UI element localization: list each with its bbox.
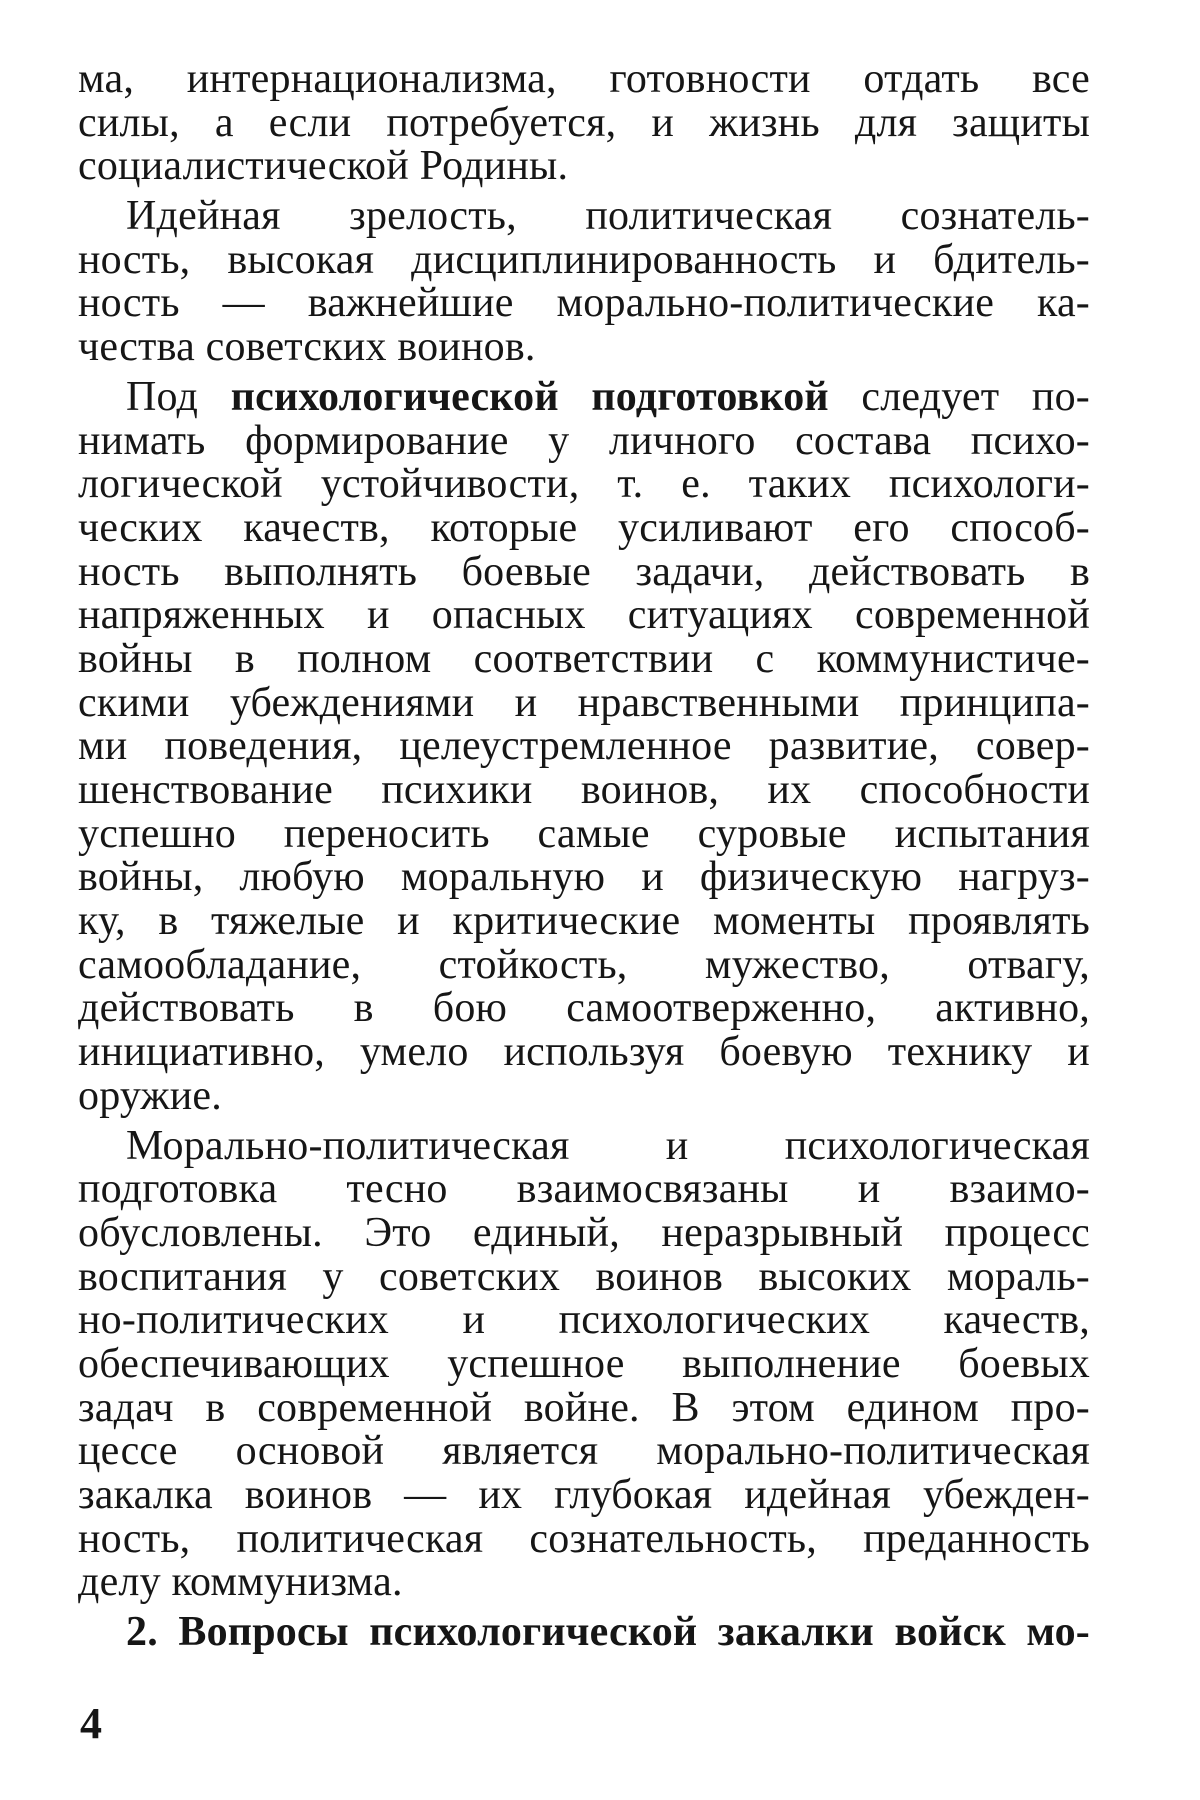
- text-line: обеспечивающих успешное выполнение боевых: [78, 1340, 1090, 1387]
- text-line: напряженных и опасных ситуациях современной: [78, 592, 1090, 639]
- text-line: ми поведения, целеустремленное развитие, совер-: [78, 723, 1090, 770]
- text-line: подготовка тесно взаимосвязаны и взаимо-: [78, 1166, 1090, 1213]
- text-line: задач в современной войне. В этом едином про-: [78, 1384, 1090, 1431]
- text-line: закалка воинов — их глубокая идейная убежден-: [78, 1472, 1090, 1518]
- text-line: шенствование психики воинов, их способности: [78, 767, 1090, 813]
- text-line: делу коммунизма.: [78, 1559, 403, 1606]
- text-line: ческих качеств, которые усиливают его способ-: [78, 504, 1090, 551]
- bold-term: психологической подготовкой: [230, 373, 829, 420]
- text-line: ность выполнять боевые задачи, действовать в: [78, 548, 1090, 595]
- text-line: скими убеждениями и нравственными принципа-: [78, 679, 1090, 726]
- page-number: 4: [80, 1699, 102, 1748]
- text-run: следует по-: [828, 373, 1090, 420]
- paragraph-2: [78, 195, 1090, 370]
- text-line: самообладание, стойкость, мужество, отвагу,: [78, 941, 1090, 988]
- text-line: войны, любую моральную и физическую нагруз-: [78, 854, 1090, 901]
- book-page: [78, 58, 1090, 1655]
- text-line: нимать формирование у личного состава психо-: [78, 417, 1090, 464]
- text-line: Идейная зрелость, политическая сознатель-: [126, 193, 1090, 240]
- text-line: ность, высокая дисциплинированность и бдитель-: [78, 236, 1090, 283]
- text-line: чества советских воинов.: [78, 324, 536, 371]
- text-line-mixed: [78, 373, 1090, 420]
- text-line: но-политических и психологических качеств,: [78, 1297, 1090, 1344]
- text-line: войны в полном соответствии с коммунистиче-: [78, 635, 1090, 682]
- text-line: ма, интернационализма, готовности отдать все: [78, 56, 1090, 102]
- text-line: Морально-политическая и психологическая: [126, 1122, 1090, 1169]
- text-line: оружие.: [78, 1072, 222, 1119]
- section-heading: 2. Вопросы психологической закалки войск мо-: [126, 1609, 1090, 1656]
- text-line: ность, политическая сознательность, преданность: [78, 1515, 1090, 1562]
- text-line: обусловлены. Это единый, неразрывный процесс: [78, 1209, 1090, 1256]
- text-line: ку, в тяжелые и критические моменты проявлять: [78, 898, 1090, 945]
- paragraph-1: [78, 58, 1090, 189]
- text-line: ность — важнейшие морально-политические ка-: [78, 280, 1090, 327]
- text-line: воспитания у советских воинов высоких мораль-: [78, 1253, 1090, 1300]
- text-line: успешно переносить самые суровые испытания: [78, 810, 1090, 857]
- text-line: логической устойчивости, т. е. таких психологи-: [78, 461, 1090, 508]
- text-line: социалистической Родины.: [78, 143, 569, 190]
- text-run: Под: [126, 373, 231, 420]
- text-line: силы, а если потребуется, и жизнь для защиты: [78, 99, 1090, 146]
- paragraph-3: [78, 373, 1090, 1119]
- text-line: действовать в бою самоотверженно, активно,: [78, 985, 1090, 1032]
- paragraph-4: [78, 1122, 1090, 1606]
- text-line: цессе основой является морально-политическая: [78, 1428, 1090, 1475]
- text-line: инициативно, умело используя боевую технику и: [78, 1029, 1090, 1076]
